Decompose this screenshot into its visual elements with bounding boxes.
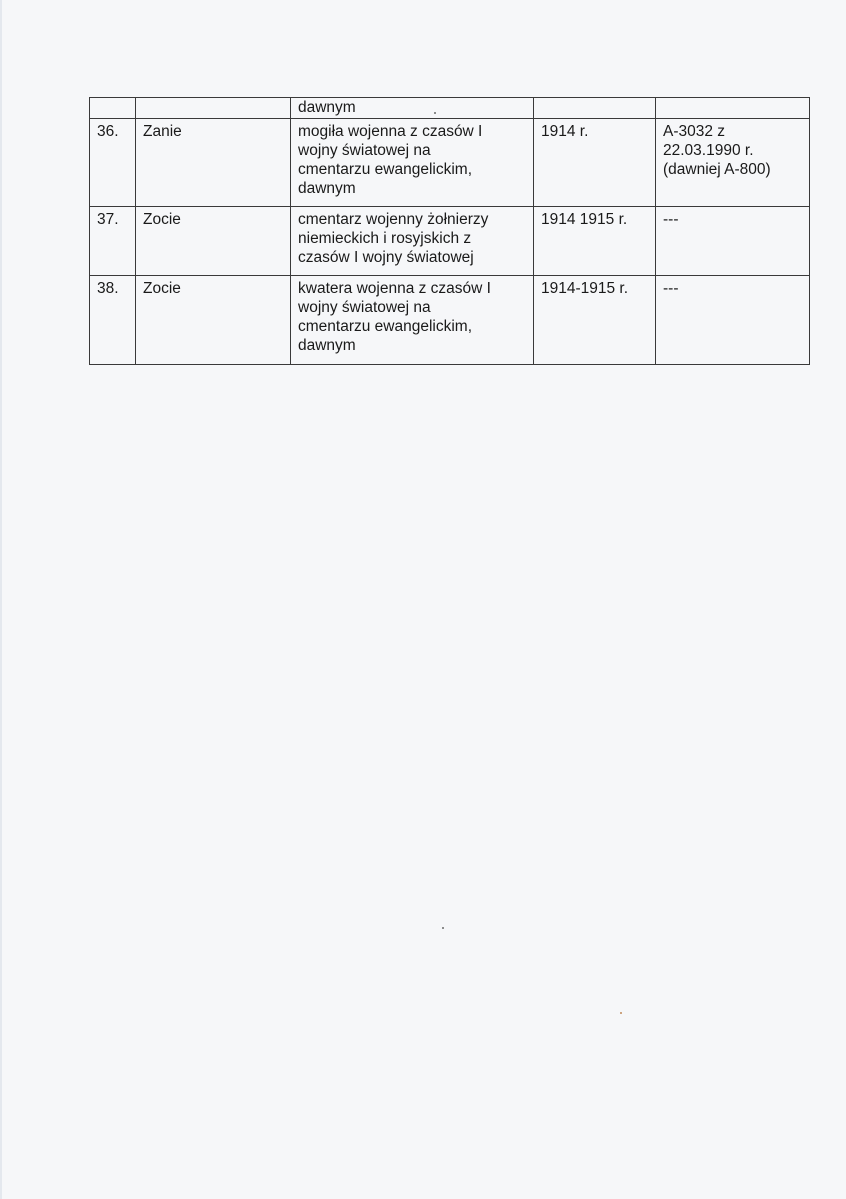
cell-description: mogiła wojenna z czasów I wojny światowej na cmentarzu ewangelickim, dawnym xyxy=(291,119,534,207)
cell-place: Zocie xyxy=(136,207,291,276)
table-row-continuation xyxy=(90,98,810,119)
cell-number xyxy=(90,98,136,119)
scan-speck xyxy=(434,112,436,114)
cell-place xyxy=(136,98,291,119)
cell-place: Zanie xyxy=(136,119,291,207)
cell-number: 38. xyxy=(90,276,136,365)
scan-speck xyxy=(442,927,444,929)
cell-date: 1914 1915 r. xyxy=(534,207,656,276)
cell-date: 1914-1915 r. xyxy=(534,276,656,365)
cell-description: cmentarz wojenny żołnierzy niemieckich i rosyjskich z czasów I wojny światowej xyxy=(291,207,534,276)
table-row xyxy=(90,207,810,276)
cell-register: --- xyxy=(656,276,810,365)
cell-description: dawnym xyxy=(291,98,534,119)
cell-date xyxy=(534,98,656,119)
cell-register: A-3032 z 22.03.1990 r. (dawniej A-800) xyxy=(656,119,810,207)
cell-date: 1914 r. xyxy=(534,119,656,207)
scan-speck xyxy=(620,1012,622,1014)
scan-edge xyxy=(0,0,2,1199)
cell-place: Zocie xyxy=(136,276,291,365)
cell-number: 37. xyxy=(90,207,136,276)
cell-number: 36. xyxy=(90,119,136,207)
cell-register xyxy=(656,98,810,119)
cell-register: --- xyxy=(656,207,810,276)
cell-description: kwatera wojenna z czasów I wojny światowej na cmentarzu ewangelickim, dawnym xyxy=(291,276,534,365)
table-row xyxy=(90,276,810,365)
monument-register-table xyxy=(89,97,810,365)
table-row xyxy=(90,119,810,207)
